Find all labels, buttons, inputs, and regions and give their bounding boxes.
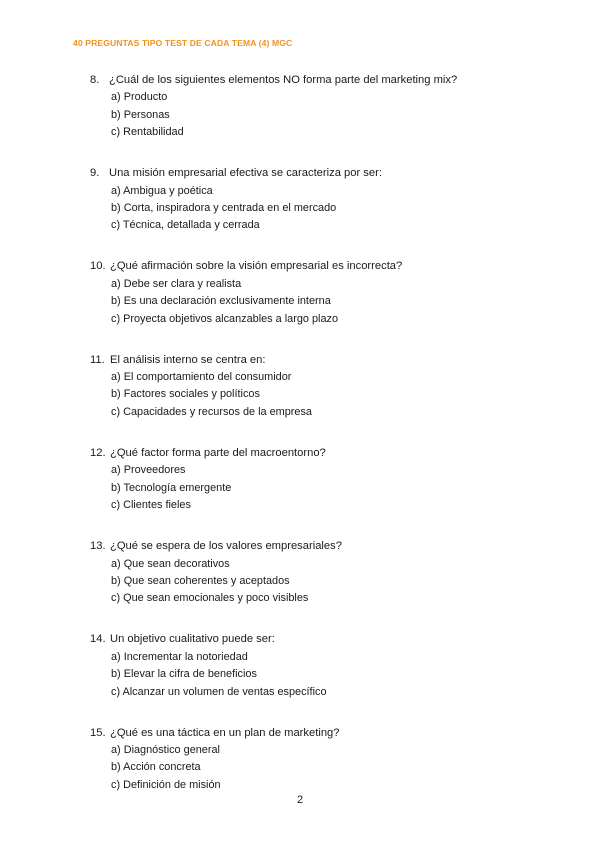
option-c: c) Definición de misión (111, 778, 221, 791)
question-number: 15. (90, 726, 106, 739)
question-text: ¿Qué factor forma parte del macroentorno? (110, 446, 326, 459)
question-number: 8. (90, 74, 100, 86)
option-b: b) Acción concreta (111, 761, 201, 774)
option-b: b) Que sean coherentes y aceptados (111, 574, 290, 587)
option-b: b) Es una declaración exclusivamente interna (111, 295, 331, 308)
question-number: 13. (90, 540, 106, 553)
option-list (111, 742, 550, 794)
question-line (90, 165, 550, 182)
question-text: Una misión empresarial efectiva se caracteriza por ser: (109, 167, 382, 180)
option-c: c) Proyecta objetivos alcanzables a largo plazo (111, 312, 339, 325)
question-12 (90, 445, 550, 515)
option-a: a) El comportamiento del consumidor (111, 371, 292, 384)
question-list (90, 72, 550, 818)
option-a: a) Que sean decorativos (111, 557, 230, 570)
question-number: 14. (90, 633, 106, 646)
question-text: ¿Qué se espera de los valores empresariales? (110, 540, 342, 553)
option-list (111, 556, 550, 608)
question-line (90, 258, 550, 275)
option-c: c) Que sean emocionales y poco visibles (111, 592, 309, 605)
question-line (90, 352, 550, 369)
option-list (111, 649, 550, 701)
option-b: b) Personas (111, 108, 170, 121)
question-line (90, 445, 550, 462)
question-15 (90, 725, 550, 795)
question-line (90, 72, 550, 89)
option-list (111, 276, 550, 328)
question-number: 10. (90, 260, 106, 273)
option-a: a) Proveedores (111, 464, 186, 477)
option-c: c) Técnica, detallada y cerrada (111, 219, 260, 232)
option-b: b) Elevar la cifra de beneficios (111, 668, 257, 681)
question-line (90, 631, 550, 648)
option-c: c) Alcanzar un volumen de ventas específico (111, 685, 327, 698)
option-c: c) Capacidades y recursos de la empresa (111, 405, 312, 418)
option-a: a) Debe ser clara y realista (111, 277, 242, 290)
question-8 (90, 72, 550, 142)
question-text: ¿Qué es una táctica en un plan de marketing? (110, 726, 340, 739)
option-c: c) Rentabilidad (111, 126, 184, 139)
question-number: 11. (90, 353, 105, 366)
question-text: ¿Cuál de los siguientes elementos NO forma parte del marketing mix? (109, 74, 458, 86)
option-c: c) Clientes fieles (111, 499, 191, 512)
option-b: b) Tecnología emergente (111, 481, 232, 494)
document-header: 40 PREGUNTAS TIPO TEST DE CADA TEMA (4) MGC (73, 38, 293, 48)
option-a: a) Ambigua y poética (111, 184, 213, 197)
question-line (90, 725, 550, 742)
question-13 (90, 538, 550, 608)
question-text: El análisis interno se centra en: (110, 353, 266, 366)
question-11 (90, 352, 550, 422)
question-text: ¿Qué afirmación sobre la visión empresarial es incorrecta? (110, 260, 403, 273)
option-a: a) Producto (111, 91, 168, 104)
option-b: b) Factores sociales y políticos (111, 388, 260, 401)
option-a: a) Incrementar la notoriedad (111, 650, 248, 663)
question-number: 9. (90, 167, 100, 180)
option-list (111, 462, 550, 514)
question-9 (90, 165, 550, 235)
option-b: b) Corta, inspiradora y centrada en el mercado (111, 202, 337, 215)
option-list (111, 369, 550, 421)
option-a: a) Diagnóstico general (111, 743, 220, 756)
question-14 (90, 631, 550, 701)
question-number: 12. (90, 446, 106, 459)
option-list (111, 89, 550, 141)
page-number: 2 (296, 794, 304, 806)
question-line (90, 538, 550, 555)
option-list (111, 183, 550, 235)
question-text: Un objetivo cualitativo puede ser: (110, 633, 275, 646)
question-10 (90, 258, 550, 328)
